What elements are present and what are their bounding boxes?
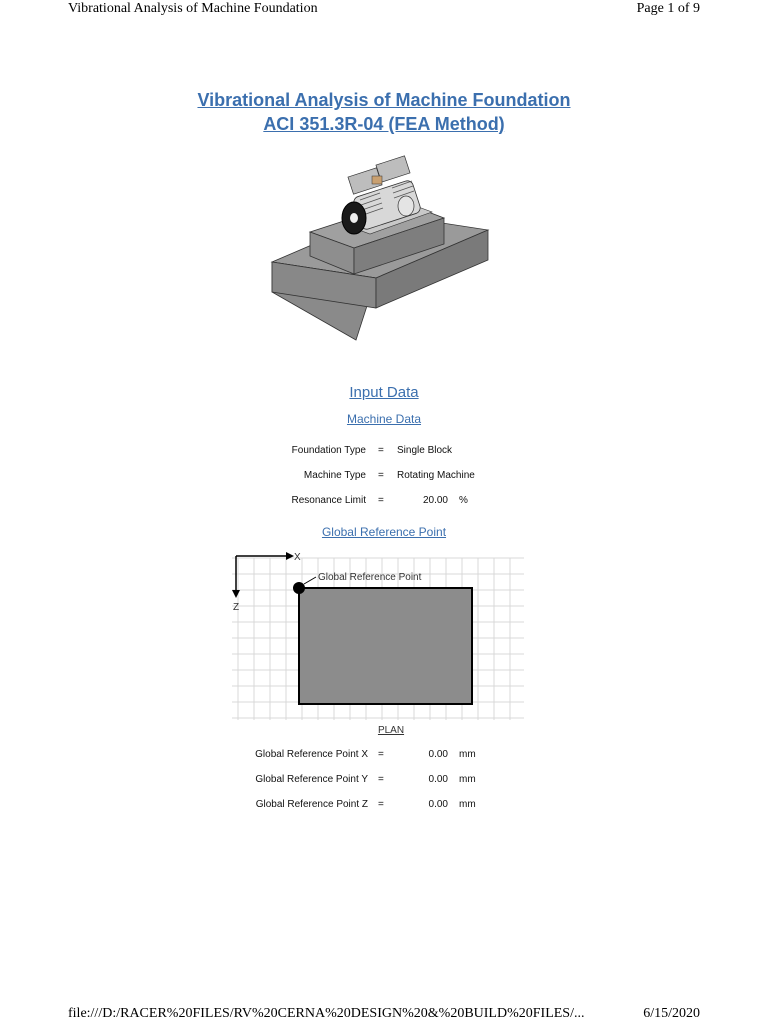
x-axis-arrow <box>286 552 294 560</box>
row-equals: = <box>378 799 384 810</box>
row-value: 0.00 <box>428 749 448 760</box>
row-label: Machine Type <box>303 470 366 481</box>
print-header <box>0 0 768 20</box>
input-data-heading: Input Data <box>349 384 419 401</box>
print-footer-path: file:///D:/RACER%20FILES/RV%20CERNA%20DESIGN%20&%20BUILD%20FILES/... <box>68 1006 585 1021</box>
machine-data-row <box>0 469 768 483</box>
row-unit: mm <box>459 774 476 785</box>
x-axis-label: X <box>294 552 301 563</box>
row-label: Global Reference Point X <box>255 749 368 760</box>
plan-caption: PLAN <box>377 725 405 736</box>
row-label: Resonance Limit <box>291 495 366 506</box>
print-header-page: Page 1 of 9 <box>636 1 700 16</box>
report-title-line2: ACI 351.3R-04 (FEA Method) <box>263 114 505 134</box>
row-value: 20.00 <box>422 495 448 506</box>
global-reference-row <box>0 748 768 762</box>
row-equals: = <box>378 470 384 481</box>
row-unit: mm <box>459 749 476 760</box>
row-value: Single Block <box>397 445 453 456</box>
reference-point-marker <box>293 582 305 594</box>
row-equals: = <box>378 749 384 760</box>
row-unit: mm <box>459 799 476 810</box>
row-equals: = <box>378 495 384 506</box>
reference-point-label: Global Reference Point <box>318 572 422 583</box>
foundation-3d-illustration <box>260 148 500 348</box>
plan-block <box>299 588 472 704</box>
row-value: Rotating Machine <box>397 470 475 481</box>
machine-data-row <box>0 444 768 458</box>
print-header-title: Vibrational Analysis of Machine Foundation <box>68 1 318 16</box>
plan-diagram <box>228 548 528 744</box>
global-reference-row <box>0 773 768 787</box>
row-label: Global Reference Point Y <box>255 774 368 785</box>
z-axis-arrow <box>232 590 240 598</box>
row-unit: % <box>459 495 468 506</box>
row-equals: = <box>378 445 384 456</box>
row-equals: = <box>378 774 384 785</box>
row-value: 0.00 <box>428 774 448 785</box>
row-value: 0.00 <box>428 799 448 810</box>
row-label: Global Reference Point Z <box>255 799 368 810</box>
machine-data-heading: Machine Data <box>346 412 422 426</box>
global-reference-row <box>0 798 768 812</box>
z-axis-label: Z <box>233 602 240 613</box>
reference-point-leader <box>304 577 316 584</box>
report-title-line1: Vibrational Analysis of Machine Foundation <box>197 90 571 110</box>
row-label: Foundation Type <box>291 445 366 456</box>
print-footer <box>0 1006 768 1024</box>
print-footer-date: 6/15/2020 <box>643 1006 700 1021</box>
global-reference-heading: Global Reference Point <box>321 525 447 539</box>
machine-data-row <box>0 494 768 508</box>
